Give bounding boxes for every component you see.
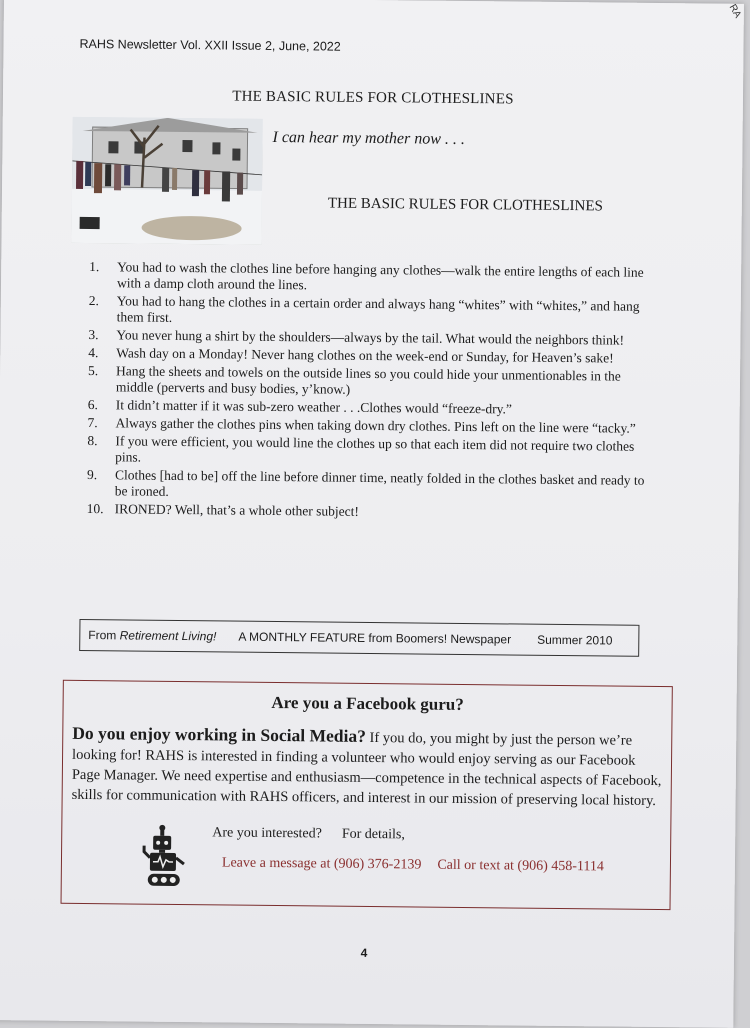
article-subtitle: I can hear my mother now . . . <box>272 128 466 148</box>
rule-number: 1. <box>89 259 100 275</box>
facebook-box-body <box>72 723 665 811</box>
page-number: 4 <box>360 945 368 960</box>
rule-number: 9. <box>86 467 98 483</box>
list-item <box>87 433 657 471</box>
rules-list <box>87 259 660 525</box>
rule-number: 10. <box>86 501 104 517</box>
rule-text: Hang the sheets and towels on the outside lines so you could hide your unmentionables in the middle (perverts and busy bodies, y’know.) <box>115 363 621 397</box>
list-item <box>88 363 658 401</box>
rule-text: Wash day on a Monday! Never hang clothes on the week-end or Sunday, for Heaven’s sake! <box>116 345 614 366</box>
facebook-box-text: If you do, you might by just the person we’re looking for! RAHS is interested in finding a volunteer who would enjoy serving as our Facebook Page Manager. We need expertise and enthusiasm—competence in the technical aspects of Facebook, skills for communication with RAHS officers, and interest in our mission of preserving local history. <box>71 729 662 809</box>
list-item <box>89 293 659 331</box>
rule-text: You never hung a shirt by the shoulders—always by the tail. What would the neighbors think! <box>116 327 625 348</box>
source-feature: A MONTHLY FEATURE from Boomers! Newspaper <box>238 629 512 647</box>
facebook-details-text: For details, <box>341 826 405 843</box>
list-item <box>89 259 659 297</box>
rule-text: IRONED? Well, that’s a whole other subject! <box>114 501 359 519</box>
rule-number: 3. <box>88 327 99 343</box>
article-title: THE BASIC RULES FOR CLOTHESLINES <box>232 88 514 108</box>
article-title-secondary: THE BASIC RULES FOR CLOTHESLINES <box>327 195 603 215</box>
rule-number: 8. <box>87 433 98 449</box>
corner-mark: RA <box>726 2 744 21</box>
facebook-question-text: Are you interested? <box>212 825 322 842</box>
source-from <box>88 628 216 643</box>
source-publication: Retirement Living! <box>119 628 217 644</box>
source-credit-box <box>79 619 639 657</box>
rule-text: You had to wash the clothes line before hanging any clothes—walk the entire lengths of each line with a damp cloth around the lines. <box>116 259 644 293</box>
rule-number: 7. <box>87 415 98 431</box>
rule-text: Always gather the clothes pins when taking down dry clothes. Pins left on the line were “tacky.” <box>115 415 636 436</box>
facebook-box-lead: Do you enjoy working in Social Media? <box>72 722 367 746</box>
robot-icon <box>142 822 189 892</box>
rule-number: 6. <box>87 397 98 413</box>
contact-call-text: Call or text at (906) 458-1114 <box>437 857 604 875</box>
clothesline-photo <box>71 117 262 245</box>
facebook-guru-box <box>61 680 673 910</box>
rule-text: If you were efficient, you would line the clothes up so that each item did not require two clothes pins. <box>115 433 635 465</box>
source-date: Summer 2010 <box>537 632 613 648</box>
rule-text: You had to hang the clothes in a certain order and always hang “whites” with “whites,” and hang them first. <box>116 293 640 325</box>
newsletter-header: RAHS Newsletter Vol. XXII Issue 2, June, 2022 <box>79 36 341 54</box>
rule-number: 4. <box>88 345 99 361</box>
source-from-prefix: From <box>88 628 120 643</box>
facebook-box-title: Are you a Facebook guru? <box>271 692 464 714</box>
list-item <box>87 501 657 523</box>
facebook-contact <box>222 855 604 875</box>
rule-text: Clothes [had to be] off the line before dinner time, neatly folded in the clothes basket and ready to be ironed. <box>114 467 645 499</box>
list-item <box>87 467 657 505</box>
clothesline-photo-art <box>71 117 262 245</box>
facebook-question <box>212 825 405 843</box>
rule-number: 5. <box>88 363 99 379</box>
rule-number: 2. <box>88 293 100 309</box>
rule-text: It didn’t matter if it was sub-zero weather . . .Clothes would “freeze-dry.” <box>115 397 513 417</box>
contact-message: Leave a message at (906) 376-2139 <box>221 855 422 873</box>
